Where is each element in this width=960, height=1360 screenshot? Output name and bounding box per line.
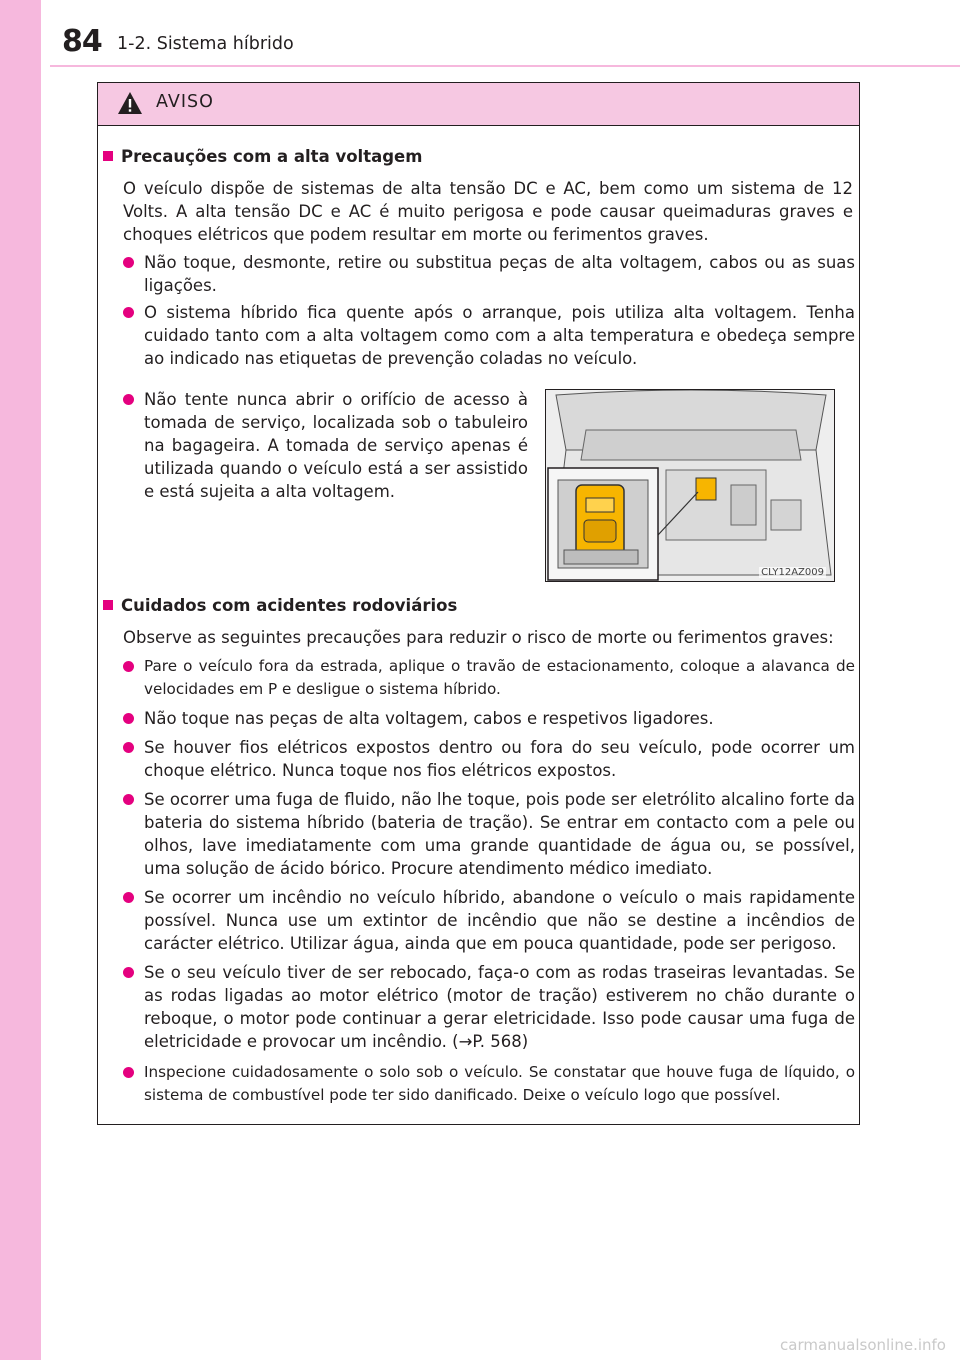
luggage-compartment-illustration <box>546 390 835 582</box>
warning-box <box>97 82 860 1125</box>
section-heading-road-accidents: Cuidados com acidentes rodoviários <box>103 596 457 615</box>
bullet-dot-icon <box>123 394 134 405</box>
list-item: O sistema híbrido fica quente após o arranque, pois utiliza alta voltagem. Tenha cuidado tanto com a alta voltagem como com a alta temperatura e obedeça sempre ao indicado nas etiquetas de prevenção coladas no veículo. <box>123 301 855 370</box>
bullet-dot-icon <box>123 307 134 318</box>
bullet-dot-icon <box>123 967 134 978</box>
section-heading-high-voltage: Precauções com a alta voltagem <box>103 147 422 166</box>
list-item: Se ocorrer um incêndio no veículo híbrido, abandone o veículo o mais rapidamente possível. Nunca use um extintor de incêndio que não se destine a incêndios de carácter elétrico. Utilizar água, ainda que em pouca quantidade, pode ser perigoso. <box>123 886 855 955</box>
warning-content <box>98 83 859 1124</box>
section-title: 1-2. Sistema híbrido <box>117 34 294 54</box>
road-accidents-intro: Observe as seguintes precauções para reduzir o risco de morte ou ferimentos graves: <box>123 628 834 647</box>
list-item: Se o seu veículo tiver de ser rebocado, faça-o com as rodas traseiras levantadas. Se as rodas ligadas ao motor elétrico (motor de tração) estiverem no chão durante o reboque, o motor pode continuar a gerar eletricidade. Isso pode causar uma fuga de eletricidade e provocar um incêndio. (→P. 568) <box>123 961 855 1053</box>
header-rule <box>50 65 960 67</box>
bullet-dot-icon <box>123 1067 134 1078</box>
side-tab <box>0 0 41 1360</box>
square-bullet-icon <box>103 151 113 161</box>
list-item: Não toque, desmonte, retire ou substitua peças de alta voltagem, cabos ou as suas ligações. <box>123 251 855 297</box>
list-item: Não toque nas peças de alta voltagem, cabos e respetivos ligadores. <box>123 707 855 730</box>
list-item: Se houver fios elétricos expostos dentro ou fora do seu veículo, pode ocorrer um choque elétrico. Nunca toque nos fios elétricos expostos. <box>123 736 855 782</box>
page-number: 84 <box>62 24 102 59</box>
bullet-dot-icon <box>123 713 134 724</box>
bullet-dot-icon <box>123 794 134 805</box>
bullet-dot-icon <box>123 742 134 753</box>
high-voltage-intro: O veículo dispõe de sistemas de alta tensão DC e AC, bem como um sistema de 12 Volts. A alta tensão DC e AC é muito perigosa e pode causar queimaduras graves e choques elétricos que podem resultar em morte ou ferimentos graves. <box>123 179 853 244</box>
list-item: Inspecione cuidadosamente o solo sob o veículo. Se constatar que houve fuga de líquido, o sistema de combustível pode ter sido danificado. Deixe o veículo logo que possível. <box>123 1061 855 1107</box>
figure-code: CLY12AZ009 <box>761 567 824 578</box>
list-item: Não tente nunca abrir o orifício de acesso à tomada de serviço, localizada sob o tabuleiro na bagageira. A tomada de serviço apenas é utilizada quando o veículo está a ser assistido e está sujeita a alta voltagem. <box>123 388 528 503</box>
watermark: carmanualsonline.info <box>780 1336 946 1354</box>
square-bullet-icon <box>103 600 113 610</box>
list-item: Pare o veículo fora da estrada, aplique o travão de estacionamento, coloque a alavanca de velocidades em P e desligue o sistema híbrido. <box>123 655 855 701</box>
bullet-dot-icon <box>123 661 134 672</box>
bullet-dot-icon <box>123 892 134 903</box>
list-item: Se ocorrer uma fuga de fluido, não lhe toque, pois pode ser eletrólito alcalino forte da bateria do sistema híbrido (bateria de tração). Se entrar em contacto com a pele ou olhos, lave imediatamente com uma grande quantidade de água ou, se possível, uma solução de ácido bórico. Procure atendimento médico imediato. <box>123 788 855 880</box>
service-plug-figure <box>545 389 835 582</box>
warning-label: AVISO <box>156 92 214 112</box>
bullet-dot-icon <box>123 257 134 268</box>
